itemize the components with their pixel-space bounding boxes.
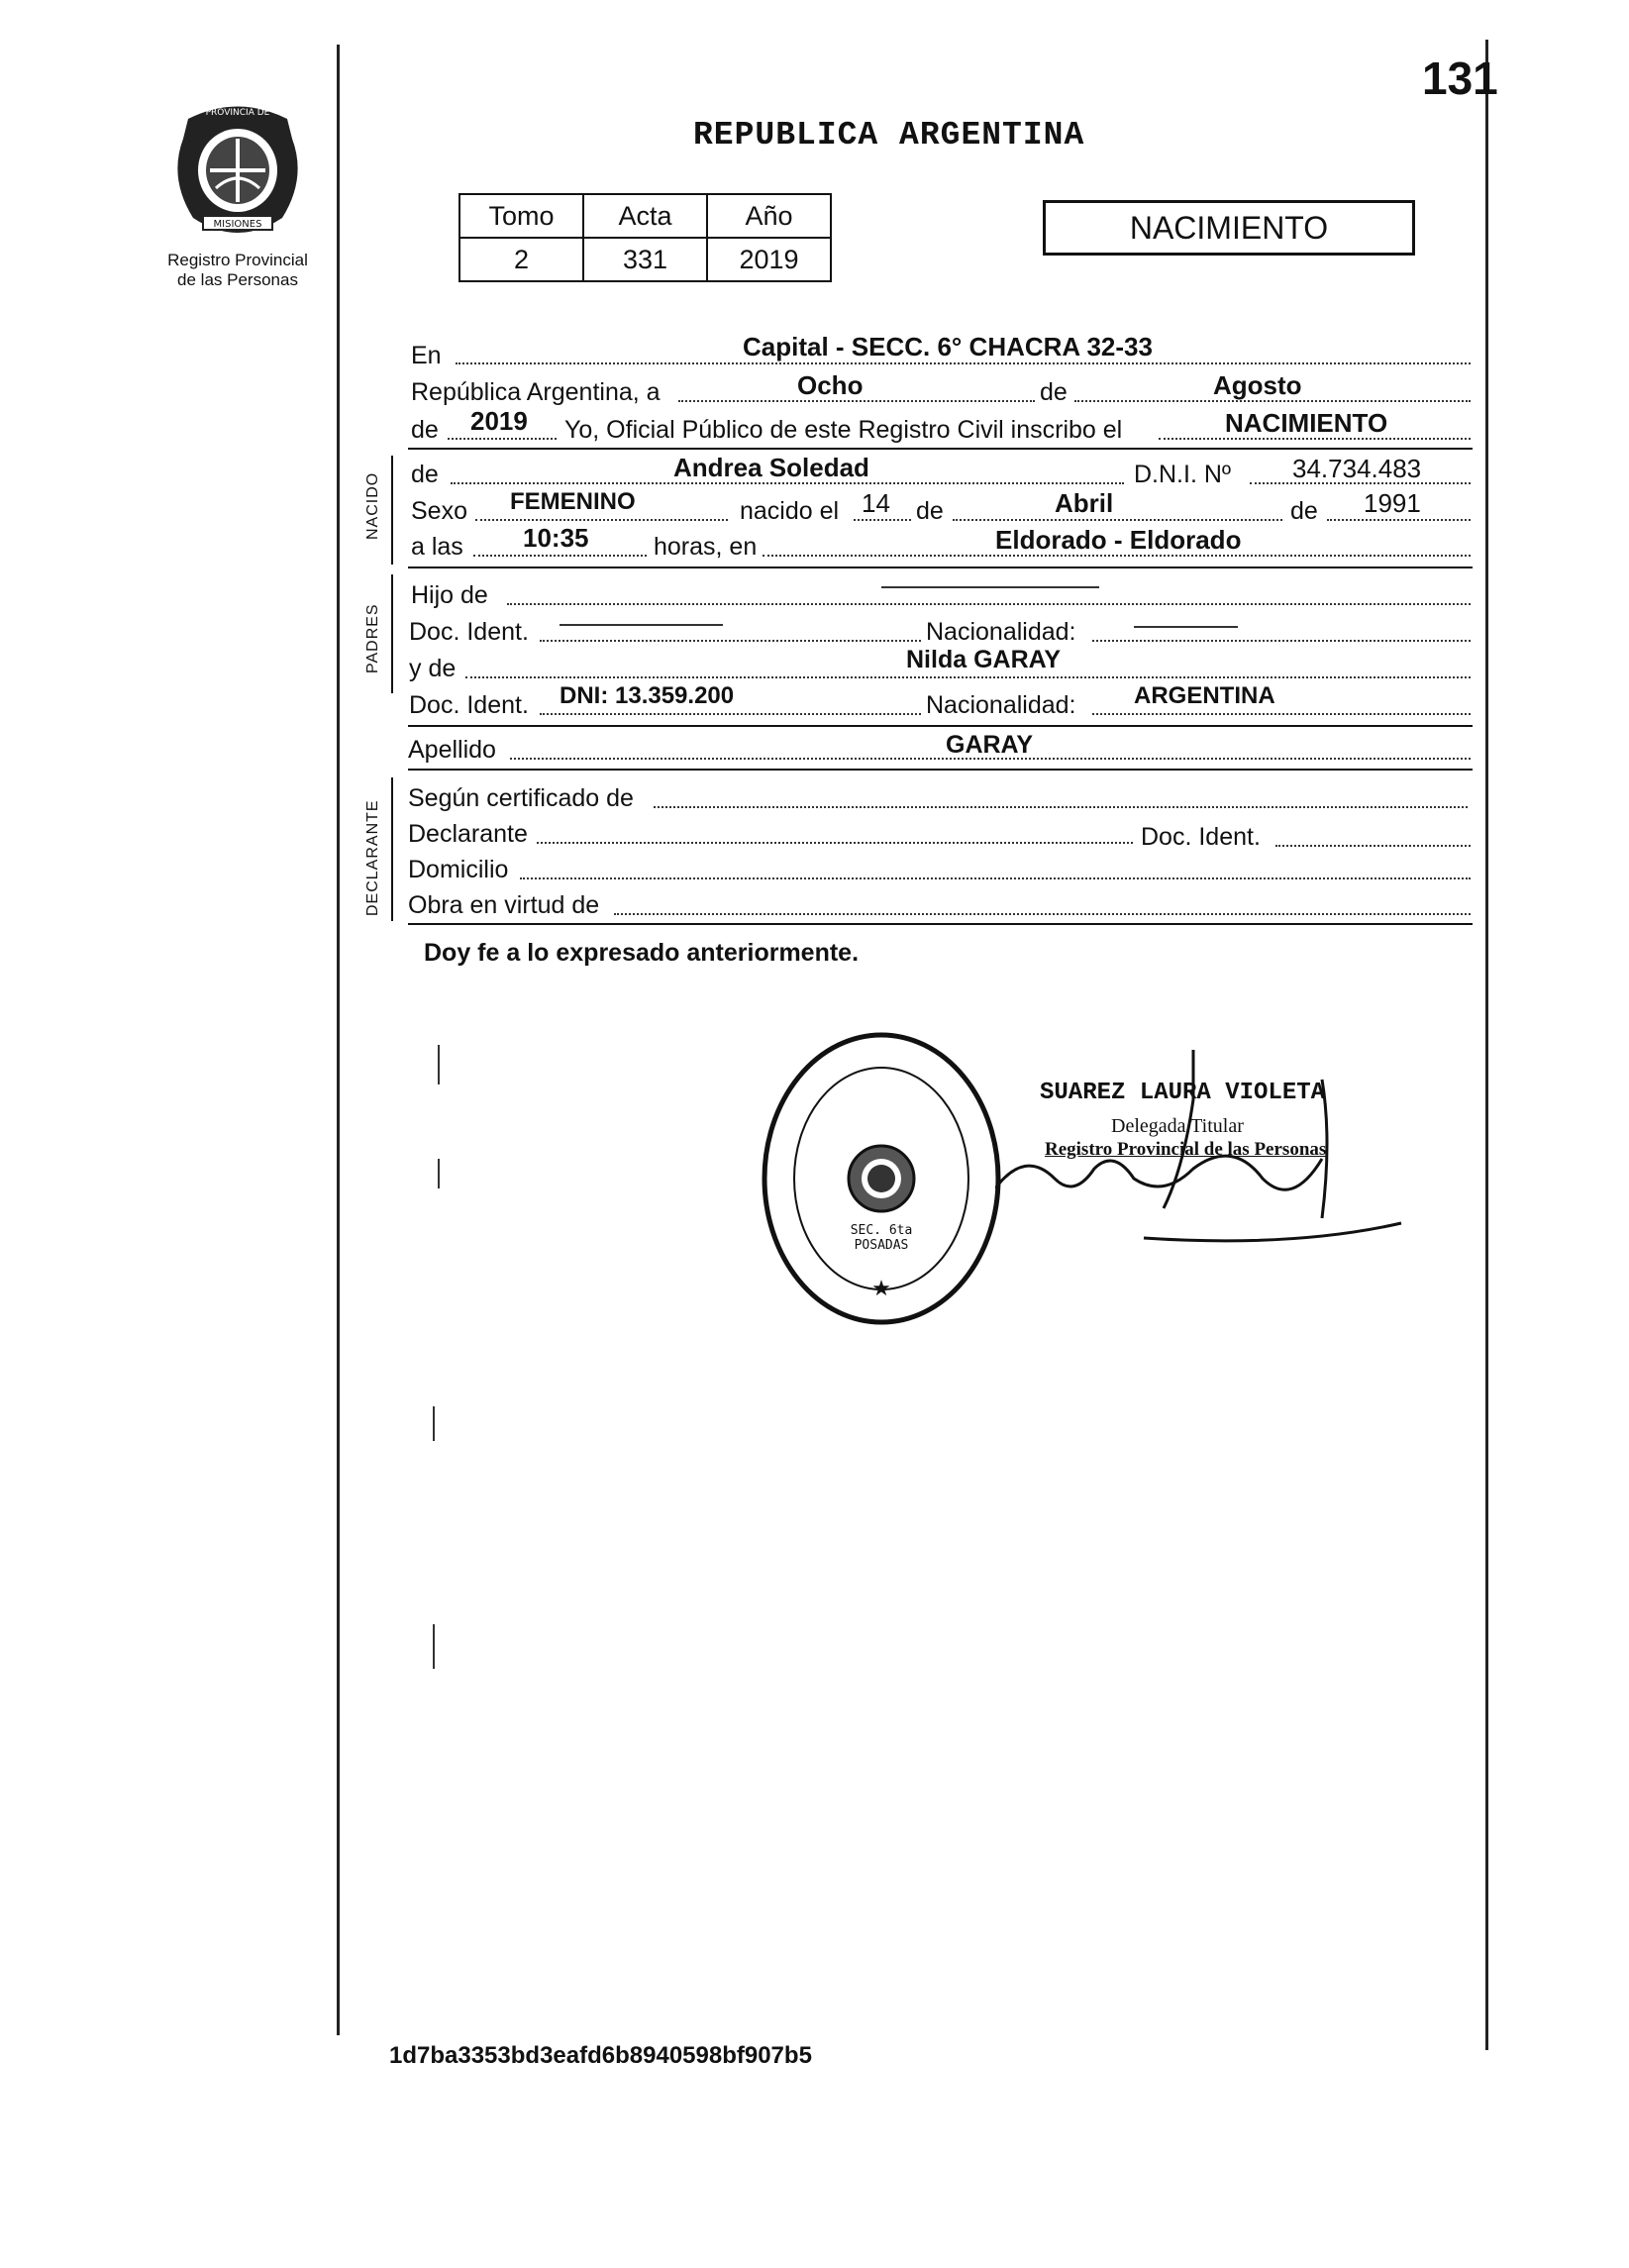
mother-name-value: Nilda GARAY [906, 646, 1062, 673]
doc3-label: Doc. Ident. [1141, 823, 1261, 851]
nac2-value: ARGENTINA [1134, 682, 1275, 709]
right-margin-line [1485, 40, 1488, 2050]
record-table-header-row [459, 194, 831, 238]
horas-label: horas, en [654, 533, 758, 561]
document-hash: 1d7ba3353bd3eafd6b8940598bf907b5 [389, 2042, 812, 2069]
segun-label: Según certificado de [408, 784, 634, 812]
section-separator-5 [408, 923, 1473, 925]
signatory-name: SUAREZ LAURA VIOLETA [1040, 1080, 1326, 1106]
y-de-label: y de [409, 655, 457, 682]
declarante-label: Declarante [408, 820, 528, 848]
padres-side-bar [391, 574, 393, 693]
time-value: 10:35 [523, 523, 589, 553]
svg-text:PROVINCIA DE: PROVINCIA DE [205, 108, 270, 118]
birth-day-dotted-line [854, 519, 911, 521]
left-margin-line [337, 45, 340, 2035]
record-number-table [458, 193, 832, 282]
page-number: 131 [1422, 52, 1498, 104]
inscribe-value: NACIMIENTO [1225, 408, 1388, 438]
declarante-side-label: DECLARANTE [364, 799, 381, 916]
dni-value: 34.734.483 [1292, 454, 1422, 483]
signatory-organization: Registro Provincial de las Personas [1045, 1139, 1327, 1160]
en-value: Capital - SECC. 6° CHACRA 32-33 [743, 332, 1153, 361]
signatory-role: Delegada Titular [1111, 1115, 1244, 1137]
place-value: Eldorado - Eldorado [995, 525, 1242, 555]
domicilio-label: Domicilio [408, 856, 509, 883]
tomo-header: Tomo [459, 194, 583, 238]
anio-value: 2019 [707, 238, 831, 281]
name-de-label: de [411, 461, 439, 488]
section-separator-3 [408, 725, 1473, 727]
de3-label: de [916, 497, 944, 525]
father-redaction-mark [881, 586, 1099, 588]
republica-label: República Argentina, a [411, 378, 661, 406]
en-label: En [411, 342, 442, 369]
year-value: 2019 [470, 406, 528, 436]
doc1-redaction-mark [560, 624, 723, 626]
seal-inner-text: SEC. 6ta POSADAS [850, 1223, 913, 1253]
apellido-value: GARAY [946, 731, 1033, 759]
padres-side-label: PADRES [364, 603, 381, 673]
scan-mark-3 [433, 1406, 435, 1441]
nac1-label: Nacionalidad: [926, 618, 1076, 646]
record-table-value-row [459, 238, 831, 281]
scan-mark-4 [433, 1624, 435, 1669]
scan-mark-1 [438, 1045, 440, 1084]
birth-day-value: 14 [862, 488, 890, 518]
year-dotted-line [448, 438, 557, 440]
logo-caption-line-2: de las Personas [177, 270, 298, 289]
child-name-value: Andrea Soledad [673, 453, 869, 482]
sexo-label: Sexo [411, 497, 467, 525]
de2-label: de [411, 416, 439, 444]
anio-header: Año [707, 194, 831, 238]
nac1-dotted-line [1092, 640, 1471, 642]
nac2-dotted-line [1092, 713, 1471, 715]
birth-month-value: Abril [1055, 488, 1114, 518]
nacido-side-bar [391, 456, 393, 565]
obra-label: Obra en virtud de [408, 891, 600, 919]
svg-text:★: ★ [871, 1277, 891, 1301]
section-separator-4 [408, 769, 1473, 771]
doc2-dotted-line [540, 713, 921, 715]
section-separator-1 [408, 448, 1473, 450]
record-type-box: NACIMIENTO [1043, 200, 1415, 256]
alas-label: a las [411, 533, 463, 561]
section-separator-2 [408, 567, 1473, 568]
doc2-value: DNI: 13.359.200 [560, 682, 735, 709]
misiones-coat-of-arms-logo [158, 99, 317, 248]
sexo-dotted-line [475, 519, 728, 521]
handwritten-signature [995, 1040, 1411, 1297]
scan-mark-2 [438, 1159, 440, 1188]
day-value: Ocho [797, 370, 864, 400]
segun-dotted-line [654, 806, 1468, 808]
acta-value: 331 [583, 238, 707, 281]
nac2-label: Nacionalidad: [926, 691, 1076, 719]
de4-label: de [1290, 497, 1318, 525]
domicilio-dotted-line [520, 877, 1471, 879]
mother-dotted-line [465, 676, 1471, 678]
en-dotted-line [456, 362, 1471, 364]
officer-text: Yo, Oficial Público de este Registro Civil inscribo el [564, 416, 1123, 444]
closing-statement: Doy fe a lo expresado anteriormente. [424, 939, 860, 967]
doc1-label: Doc. Ident. [409, 618, 529, 646]
de-label: de [1040, 378, 1068, 406]
father-dotted-line [507, 603, 1471, 605]
logo-caption-line-1: Registro Provincial [167, 251, 308, 269]
svg-text:MISIONES: MISIONES [213, 219, 262, 230]
declarante-dotted-line [537, 842, 1133, 844]
document-title: REPUBLICA ARGENTINA [693, 117, 1085, 154]
birth-year-dotted-line [1327, 519, 1471, 521]
nac1-redaction-mark [1134, 626, 1238, 628]
acta-header: Acta [583, 194, 707, 238]
nacido-side-label: NACIDO [364, 471, 381, 540]
birth-month-dotted-line [953, 519, 1282, 521]
logo-caption [149, 251, 327, 290]
seal-ring-text: DELEGACION DEL REGISTRO PROVINCIAL DE LAS PERSONAS [782, 1332, 1000, 1352]
month-value: Agosto [1213, 370, 1302, 400]
nacido-el-label: nacido el [740, 497, 840, 525]
doc2-label: Doc. Ident. [409, 691, 529, 719]
time-dotted-line [473, 555, 647, 557]
doc3-dotted-line [1275, 845, 1471, 847]
hijo-de-label: Hijo de [411, 581, 488, 609]
official-seal-stamp [758, 1030, 1005, 1327]
sexo-value: FEMENINO [510, 488, 636, 515]
apellido-label: Apellido [408, 736, 496, 764]
doc1-dotted-line [540, 640, 921, 642]
obra-dotted-line [614, 913, 1471, 915]
declarante-side-bar [391, 777, 393, 921]
tomo-value: 2 [459, 238, 583, 281]
birth-year-value: 1991 [1364, 488, 1421, 518]
dni-label: D.N.I. Nº [1134, 461, 1232, 488]
